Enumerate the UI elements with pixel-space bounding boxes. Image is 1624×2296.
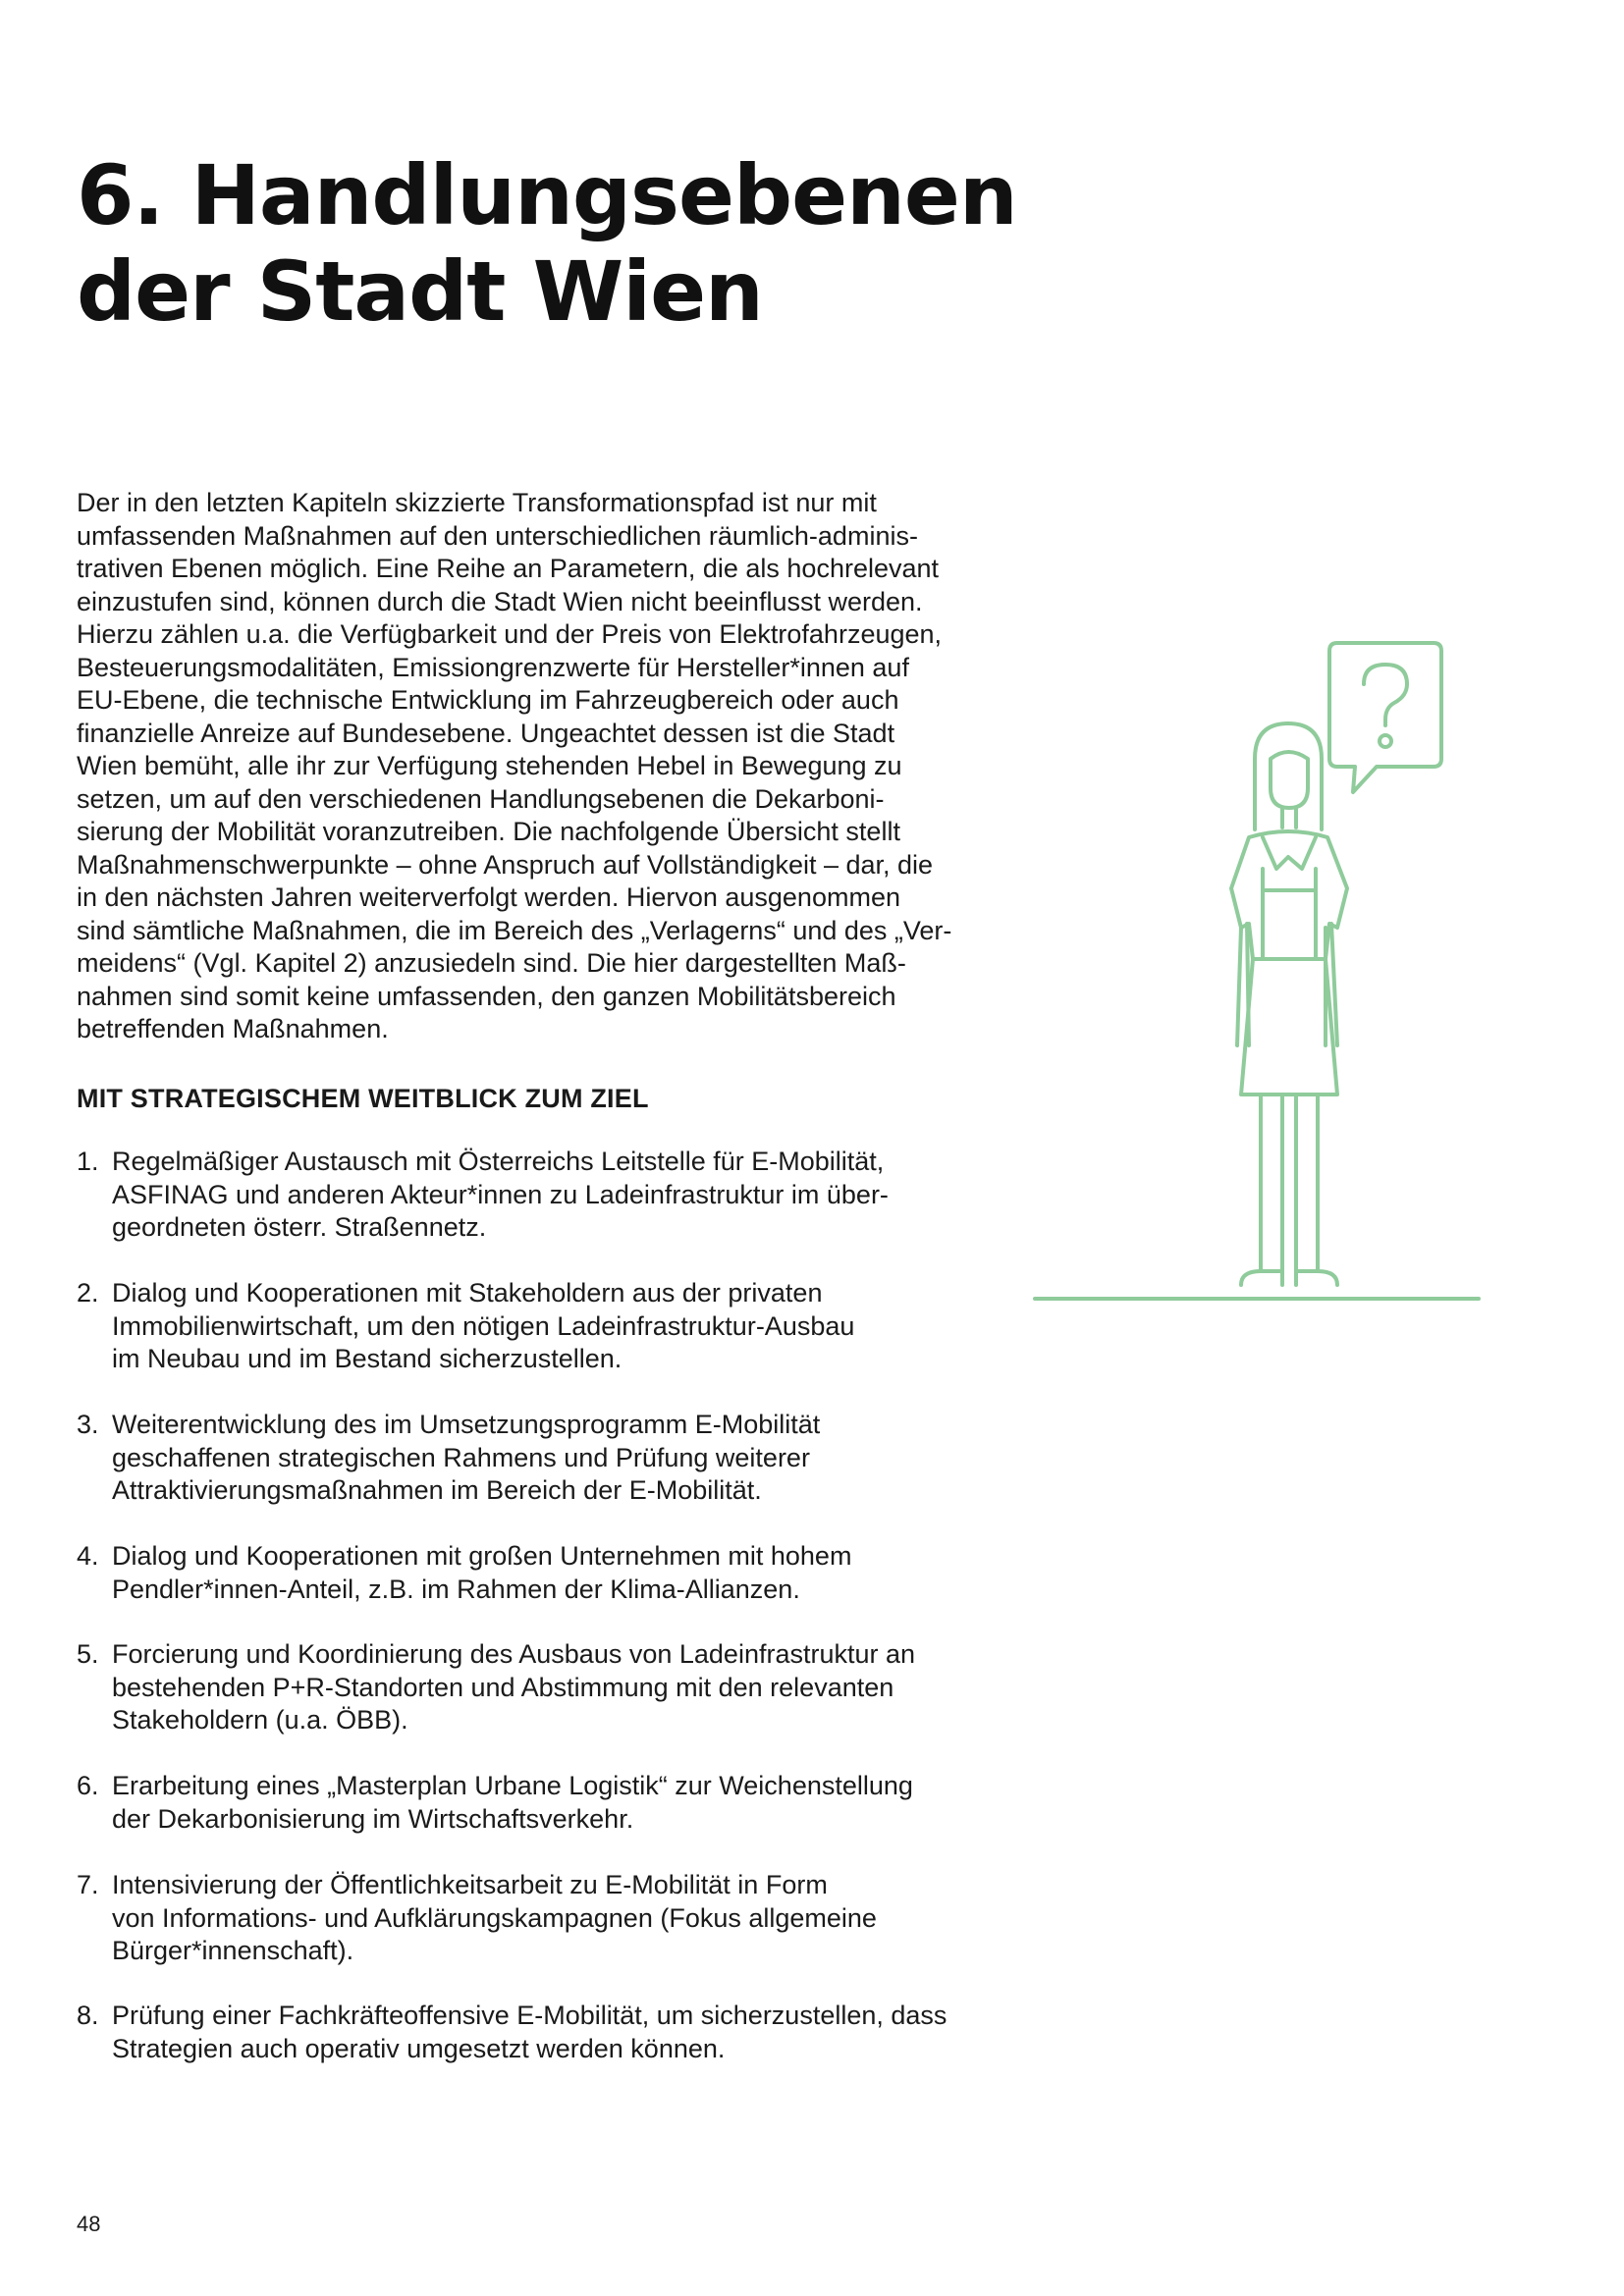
list-item-number: 5. — [77, 1639, 99, 1669]
intro-line: setzen, um auf den verschiedenen Handlungsebenen die Dekarboni- — [77, 783, 885, 814]
list-item-number: 6. — [77, 1771, 99, 1800]
list-item — [77, 1770, 1058, 1836]
list-item-number: 1. — [77, 1147, 99, 1176]
list-item — [77, 1409, 1058, 1508]
intro-paragraph — [77, 487, 1000, 1046]
list-item-line: von Informations- und Aufklärungskampagnen (Fokus allgemeine — [112, 1902, 877, 1933]
list-item — [77, 2000, 1058, 2065]
list-item-line: Attraktivierungsmaßnahmen im Bereich der E-Mobilität. — [112, 1475, 762, 1505]
list-item — [77, 1277, 1058, 1376]
face-icon — [1271, 752, 1308, 808]
intro-line: sind sämtliche Maßnahmen, die im Bereich des „Verlagerns“ und des „Ver- — [77, 915, 952, 945]
list-item-line: geordneten österr. Straßennetz. — [112, 1212, 487, 1242]
list-item-line: Erarbeitung eines „Masterplan Urbane Logistik“ zur Weichenstellung — [112, 1771, 913, 1800]
list-item-line: Dialog und Kooperationen mit Stakeholdern aus der privaten — [112, 1278, 823, 1308]
list-item-line: bestehenden P+R-Standorten und Abstimmung mit den relevanten — [112, 1672, 894, 1702]
list-item — [77, 1146, 1058, 1245]
intro-line: EU-Ebene, die technische Entwicklung im Fahrzeugbereich oder auch — [77, 685, 899, 715]
intro-line: Hierzu zählen u.a. die Verfügbarkeit und der Preis von Elektrofahrzeugen, — [77, 619, 943, 649]
intro-line: finanzielle Anreize auf Bundesebene. Ungeachtet dessen ist die Stadt — [77, 718, 895, 748]
page-title-line-1: 6. Handlungsebenen — [77, 147, 1017, 243]
list-item-line: im Neubau und im Bestand sicherzustellen. — [112, 1344, 623, 1373]
skirt-icon — [1241, 959, 1337, 1095]
page-title-line-2: der Stadt Wien — [77, 243, 763, 340]
intro-line: Maßnahmenschwerpunkte – ohne Anspruch auf Vollständigkeit – dar, die — [77, 849, 934, 880]
page-title — [77, 147, 1157, 340]
intro-line: betreffenden Maßnahmen. — [77, 1014, 389, 1043]
intro-line: trativen Ebenen möglich. Eine Reihe an Parametern, die als hochrelevant — [77, 554, 940, 583]
list-item-number: 7. — [77, 1870, 99, 1899]
list-item-line: Stakeholdern (u.a. ÖBB). — [112, 1705, 408, 1735]
list-item-line: Regelmäßiger Austausch mit Österreichs Leitstelle für E-Mobilität, — [112, 1147, 885, 1176]
person-with-question-bubble-icon — [1031, 633, 1492, 1320]
list-item-line: Intensivierung der Öffentlichkeitsarbeit zu E-Mobilität in Form — [112, 1870, 828, 1899]
intro-line: nahmen sind somit keine umfassenden, den ganzen Mobilitätsbereich — [77, 981, 896, 1011]
list-item-line: Forcierung und Koordinierung des Ausbaus von Ladeinfrastruktur an — [112, 1639, 916, 1669]
intro-line: Der in den letzten Kapiteln skizzierte Transformationspfad ist nur mit — [77, 488, 877, 517]
list-item-line: Prüfung einer Fachkräfteoffensive E-Mobilität, um sicherzustellen, dass — [112, 2001, 947, 2030]
intro-line: einzustufen sind, können durch die Stadt Wien nicht beeinflusst werden. — [77, 586, 923, 616]
hair-icon — [1255, 723, 1322, 829]
section-subheading: MIT STRATEGISCHEM WEITBLICK ZUM ZIEL — [77, 1084, 649, 1113]
intro-line: Besteuerungsmodalitäten, Emissiongrenzwerte für Hersteller*innen auf — [77, 652, 909, 682]
list-item-line: Pendler*innen-Anteil, z.B. im Rahmen der Klima-Allianzen. — [112, 1574, 800, 1604]
intro-line: umfassenden Maßnahmen auf den unterschiedlichen räumlich-adminis- — [77, 520, 918, 551]
intro-line: meidens“ (Vgl. Kapitel 2) anzusiedeln sind. Die hier dargestellten Maß- — [77, 948, 906, 978]
list-item — [77, 1869, 1058, 1968]
list-item-number: 4. — [77, 1541, 99, 1571]
list-item-line: Weiterentwicklung des im Umsetzungsprogramm E-Mobilität — [112, 1410, 821, 1439]
list-item-line: Strategien auch operativ umgesetzt werden können. — [112, 2033, 726, 2063]
list-item-number: 2. — [77, 1278, 99, 1308]
intro-line: sierung der Mobilität voranzutreiben. Die nachfolgende Übersicht stellt — [77, 817, 900, 846]
question-mark-icon — [1364, 665, 1407, 747]
list-item-line: ASFINAG und anderen Akteur*innen zu Ladeinfrastruktur im über- — [112, 1179, 889, 1209]
intro-line: in den nächsten Jahren weiterverfolgt werden. Hiervon ausgenommen — [77, 882, 900, 912]
page-number: 48 — [77, 2212, 101, 2236]
list-item-line: Dialog und Kooperationen mit großen Unternehmen mit hohem — [112, 1541, 852, 1571]
list-item-number: 8. — [77, 2001, 99, 2030]
list-item-number: 3. — [77, 1410, 99, 1439]
list-item — [77, 1540, 1058, 1606]
list-item-line: Immobilienwirtschaft, um den nötigen Ladeinfrastruktur-Ausbau — [112, 1310, 855, 1341]
intro-line: Wien bemüht, alle ihr zur Verfügung stehenden Hebel in Bewegung zu — [77, 751, 902, 780]
list-item-line: der Dekarbonisierung im Wirtschaftsverkehr. — [112, 1803, 634, 1834]
list-item — [77, 1638, 1058, 1737]
list-item-line: geschaffenen strategischen Rahmens und Prüfung weiterer — [112, 1442, 810, 1472]
list-item-line: Bürger*innenschaft). — [112, 1936, 354, 1965]
